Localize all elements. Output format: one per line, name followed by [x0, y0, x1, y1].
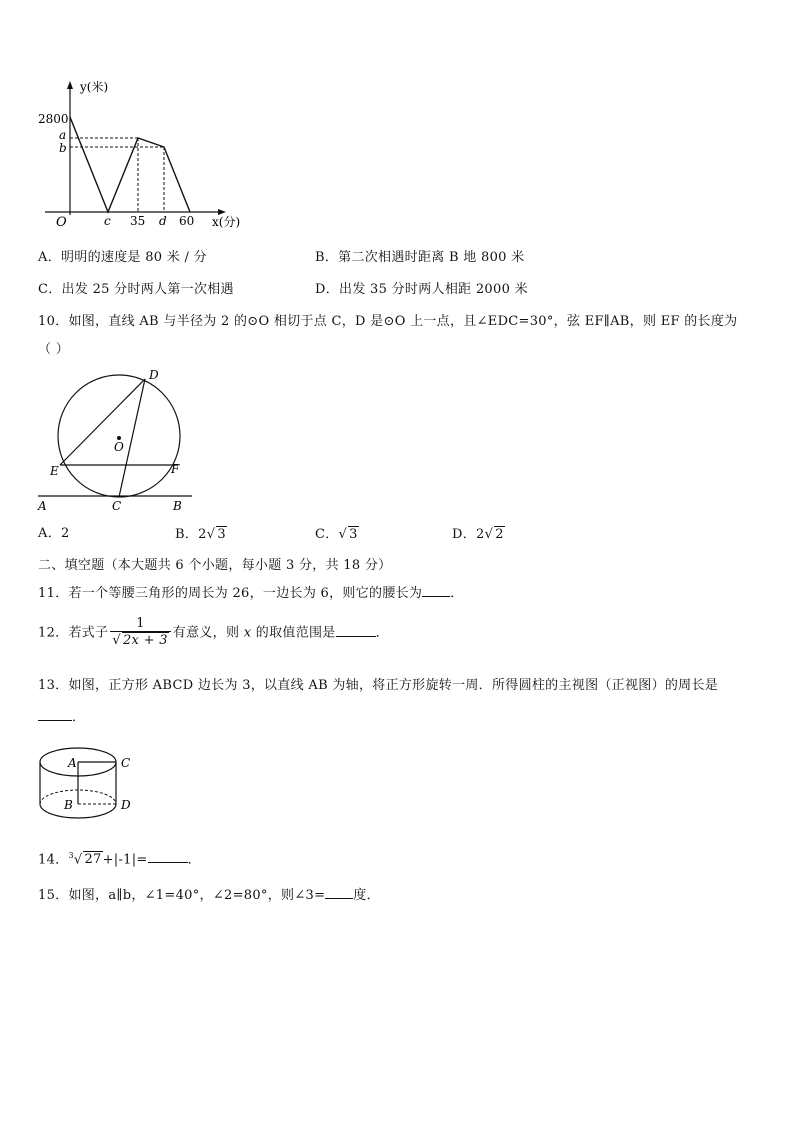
- q13-stem: 13．如图，正方形 ABCD 边长为 3，以直线 AB 为轴，将正方形旋转一周．所得圆柱的主视图（正视图）的周长是: [38, 678, 719, 693]
- q10-option-b: [175, 526, 227, 543]
- q14-radicand: 27: [84, 852, 102, 868]
- label-f: F: [171, 462, 180, 476]
- q12-prefix: 12．若式子: [38, 625, 109, 641]
- q10-option-b-prefix: B．2: [175, 527, 207, 542]
- x-tick-c: c: [104, 214, 111, 228]
- segment-ed: [60, 379, 145, 465]
- q15-answer-blank: [325, 886, 353, 899]
- q12-var: x: [243, 625, 252, 641]
- q14-end: ．: [187, 852, 201, 868]
- q10-stem: 10．如图，直线 AB 与半径为 2 的⊙O 相切于点 C，D 是⊙O 上一点，且∠EDC=30°，弦 EF∥AB，则 EF 的长度为: [38, 314, 738, 329]
- x-tick-60: 60: [179, 214, 195, 228]
- q12-suffix-a: 有意义，则: [172, 625, 244, 641]
- q10-option-c-prefix: C．: [315, 527, 339, 542]
- x-tick-d: d: [159, 214, 167, 228]
- q13-answer-blank: [38, 708, 72, 721]
- radical-sign: √: [338, 527, 348, 542]
- label-d: D: [121, 798, 131, 812]
- q14-root-index: 3: [68, 851, 74, 860]
- q13-end: ．: [72, 710, 86, 725]
- origin-label: O: [56, 215, 67, 230]
- q9-option-b: B．第二次相遇时距离 B 地 800 米: [315, 250, 525, 265]
- q15: [38, 886, 380, 904]
- q13-answer-line: [38, 708, 85, 726]
- q14-mid: +|-1|=: [102, 852, 148, 868]
- q10-option-b-radicand: 3: [217, 527, 226, 542]
- x-tick-35: 35: [130, 214, 146, 228]
- q14-answer-blank: [148, 850, 188, 863]
- y-tick-a: a: [59, 128, 67, 142]
- q12-answer-blank: [336, 624, 376, 637]
- q12-denominator: [110, 631, 170, 649]
- radical-sign: √: [112, 633, 121, 648]
- label-a: A: [68, 756, 77, 770]
- label-b: B: [64, 798, 73, 812]
- y-tick-b: b: [59, 141, 67, 155]
- radical-sign: √: [484, 527, 494, 542]
- q12-fraction: [110, 617, 170, 649]
- segment-dc: [119, 379, 145, 497]
- q12: [38, 617, 389, 649]
- circle-tangent-figure: [30, 362, 200, 517]
- q12-end: ．: [375, 625, 389, 641]
- distance-time-graph: [30, 75, 260, 235]
- q11-end: ．: [450, 586, 464, 601]
- q14-prefix: 14．: [38, 852, 69, 868]
- y-axis-label: y(米): [80, 80, 109, 94]
- q11-answer-blank: [422, 584, 450, 597]
- y-axis-arrow: [67, 81, 73, 89]
- q12-suffix-b: 的取值范围是: [251, 625, 336, 641]
- label-c: C: [121, 756, 131, 770]
- q9-option-a: A．明明的速度是 80 米 / 分: [38, 250, 207, 265]
- q12-numerator: 1: [136, 616, 145, 631]
- radical-sign: √: [206, 527, 216, 542]
- radical-sign: √: [73, 852, 83, 868]
- q9-option-d: D．出发 35 分时两人相距 2000 米: [315, 282, 528, 297]
- graph-line: [70, 117, 190, 212]
- q10-option-d-radicand: 2: [495, 527, 504, 542]
- section-heading: 二、填空题（本大题共 6 个小题，每小题 3 分，共 18 分）: [38, 558, 392, 573]
- label-e: E: [50, 464, 59, 478]
- q11-text: 11．若一个等腰三角形的周长为 26，一边长为 6，则它的腰长为: [38, 586, 423, 601]
- q10-option-c: [315, 526, 359, 543]
- q10-option-a: A．2: [38, 526, 70, 541]
- q10-option-d: [452, 526, 505, 543]
- q11: [38, 584, 464, 602]
- cylinder-figure: [36, 738, 136, 830]
- q10-answer-paren: （ ）: [38, 342, 70, 357]
- q15-text: 15．如图，a∥b，∠1=40°，∠2=80°，则∠3=: [38, 888, 326, 903]
- label-o: O: [114, 440, 124, 454]
- q10-option-d-prefix: D．2: [452, 527, 485, 542]
- x-axis-label: x(分): [212, 215, 241, 229]
- q12-radicand: 2x + 3: [122, 633, 168, 648]
- q10-option-c-radicand: 3: [349, 527, 358, 542]
- cylinder-bottom-front: [40, 804, 116, 818]
- y-tick-2800: 2800: [38, 112, 69, 126]
- label-d: D: [149, 368, 159, 382]
- label-b: B: [173, 499, 182, 513]
- label-a: A: [38, 499, 47, 513]
- q9-option-c: C．出发 25 分时两人第一次相遇: [38, 282, 234, 297]
- label-c: C: [112, 499, 122, 513]
- q14: [38, 848, 201, 868]
- q15-end: 度．: [353, 888, 380, 903]
